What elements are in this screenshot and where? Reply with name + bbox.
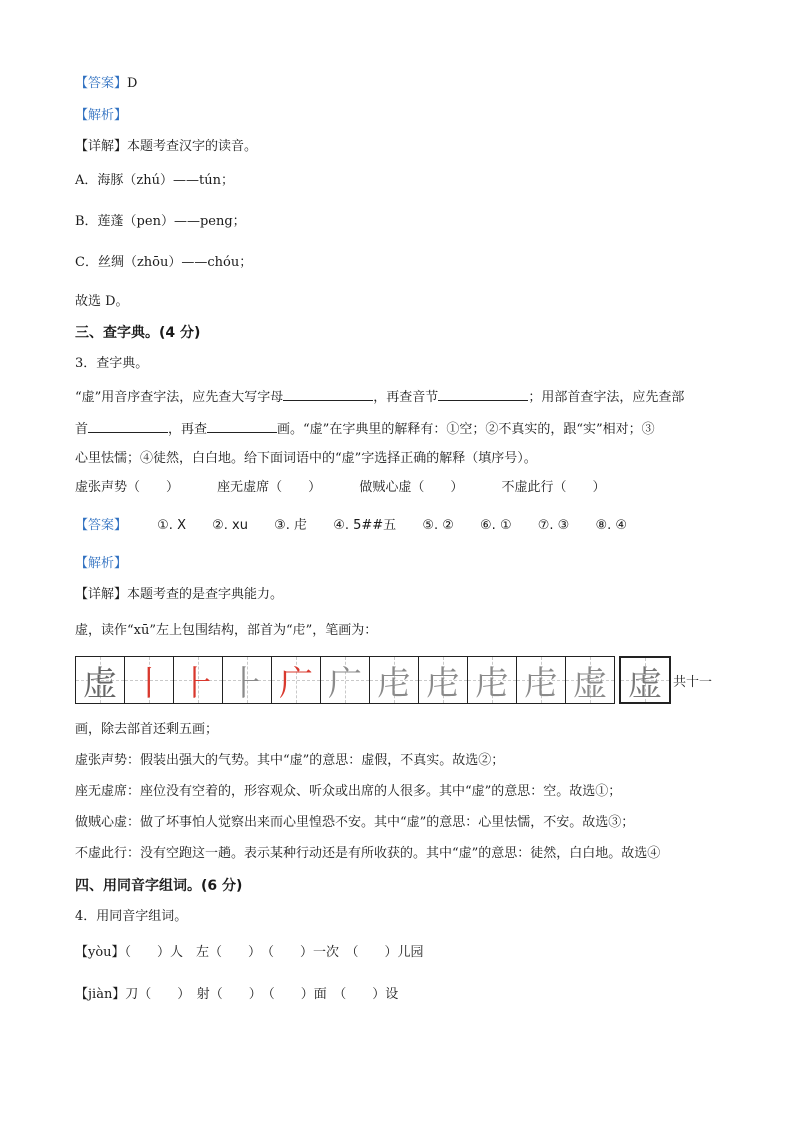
explanation-line: 虚张声势：假装出强大的气势。其中“虚”的意思：虚假，不真实。故选②； xyxy=(75,753,505,768)
explanation-line: 座无虚席：座位没有空着的，形容观众、听众或出席的人很多。其中“虚”的意思：空。故选①； xyxy=(75,784,622,799)
answer-blank[interactable] xyxy=(88,420,168,433)
word-list xyxy=(75,481,605,494)
stroke-cell xyxy=(76,657,125,703)
analysis-tag: 【解析】 xyxy=(75,108,128,123)
question-title: 3．查字典。 xyxy=(75,356,149,371)
stroke-cell xyxy=(321,657,370,703)
answer-item: ⑤. ② xyxy=(422,518,454,533)
stroke-glyph: 广 xyxy=(328,663,362,703)
stroke-cell xyxy=(468,657,517,703)
answer-item: ⑥. ① xyxy=(480,518,512,533)
answer-list xyxy=(75,519,649,532)
question-paragraph-line xyxy=(75,420,655,436)
question-text: 画。“虚”在字典里的解释有：①空；②不真实的，跟“实”相对；③ xyxy=(277,422,655,437)
question-text: ；用部首查字法，应先查部 xyxy=(528,390,685,405)
question-title: 4．用同音字组词。 xyxy=(75,909,188,924)
explanation-line: 不虚此行：没有空跑这一趟。表示某种行动还是有所收获的。其中“虚”的意思：徒然，白白地。故选④ xyxy=(75,846,661,861)
answer-item: ③. 虍 xyxy=(274,518,308,533)
stroke-remainder-text: 画，除去部首还剩五画； xyxy=(75,722,219,737)
analysis-tag: 【解析】 xyxy=(75,556,128,571)
section-heading: 三、查字典。(4 分) xyxy=(75,325,201,341)
stroke-cell xyxy=(272,657,321,703)
option-c: C．丝绸（zhōu）——chóu； xyxy=(75,255,253,270)
stroke-final-cell xyxy=(619,656,671,704)
word-item: 不虚此行（ ） xyxy=(501,480,606,495)
stroke-glyph: 虚 xyxy=(573,663,607,703)
stroke-cell xyxy=(566,657,615,703)
answer-value: D xyxy=(127,76,138,91)
explanation-line: 做贼心虚：做了坏事怕人觉察出来而心里惶恐不安。其中“虚”的意思：心里怯懦，不安。故选③； xyxy=(75,815,635,830)
answer-item: ①. X xyxy=(157,518,186,533)
stroke-glyph: 虚 xyxy=(83,663,117,703)
answer-item: ⑦. ③ xyxy=(537,518,570,533)
word-item: 做贼心虚（ ） xyxy=(359,480,464,495)
stroke-cell xyxy=(419,657,468,703)
stroke-cell xyxy=(223,657,272,703)
question-text: 心里怯懦；④徒然，白白地。给下面词语中的“虚”字选择正确的解释（填序号）。 xyxy=(75,451,537,466)
stroke-cell xyxy=(517,657,566,703)
answer-blank[interactable] xyxy=(438,388,528,401)
stroke-glyph: 虍 xyxy=(426,663,460,703)
word-item: 虚张声势（ ） xyxy=(75,480,180,495)
question-text: “虚”用音序查字法，应先查大写字母 xyxy=(75,390,284,405)
answer-item: ⑧. ④ xyxy=(595,518,628,533)
stroke-glyph: ⺊ xyxy=(181,663,215,703)
stroke-glyph: 广 xyxy=(279,663,313,703)
section-heading: 四、用同音字组词。(6 分) xyxy=(75,878,243,894)
stroke-cell xyxy=(370,657,419,703)
answer-blank[interactable] xyxy=(207,420,277,433)
stroke-count-text: 共十一 xyxy=(673,674,713,690)
stroke-glyph: 虍 xyxy=(377,663,411,703)
detail-text: 【详解】本题考查汉字的读音。 xyxy=(75,139,258,154)
stroke-glyph: 虍 xyxy=(475,663,509,703)
option-a: A．海豚（zhú）——tún； xyxy=(75,173,234,188)
answer-item: ②. xu xyxy=(212,518,248,533)
stroke-cell xyxy=(174,657,223,703)
question-text: ，再查 xyxy=(168,422,208,437)
answer-line xyxy=(75,77,137,90)
reading-text: 虚，读作“xū”左上包围结构，部首为“虍”，笔画为： xyxy=(75,623,378,638)
homophone-row: 【yòu】（ ）人 左（ ） （ ）一次 （ ）儿园 xyxy=(75,945,424,960)
homophone-row: 【jiàn】刀（ ） 射（ ） （ ）面 （ ）设 xyxy=(75,987,399,1002)
detail-text: 【详解】本题考查的是查字典能力。 xyxy=(75,587,284,602)
stroke-glyph: 丨 xyxy=(132,663,166,703)
stroke-glyph: ⺊ xyxy=(230,663,264,703)
stroke-order-strip xyxy=(75,656,712,704)
answer-blank[interactable] xyxy=(283,388,373,401)
stroke-cell xyxy=(125,657,174,703)
stroke-final-glyph: 虚 xyxy=(628,663,662,704)
word-item: 座无虚席（ ） xyxy=(217,480,322,495)
answer-tag: 【答案】 xyxy=(75,76,128,91)
question-text: 首 xyxy=(75,422,89,437)
question-text: ，再查音节 xyxy=(373,390,439,405)
stroke-cells xyxy=(75,656,615,704)
answer-tag: 【答案】 xyxy=(75,518,128,533)
stroke-glyph: 虍 xyxy=(524,663,558,703)
option-b: B．莲蓬（pen）——peng； xyxy=(75,214,246,229)
answer-item: ④. 5##五 xyxy=(333,518,397,533)
conclusion-text: 故选 D。 xyxy=(75,294,129,309)
question-paragraph-line xyxy=(75,388,684,404)
